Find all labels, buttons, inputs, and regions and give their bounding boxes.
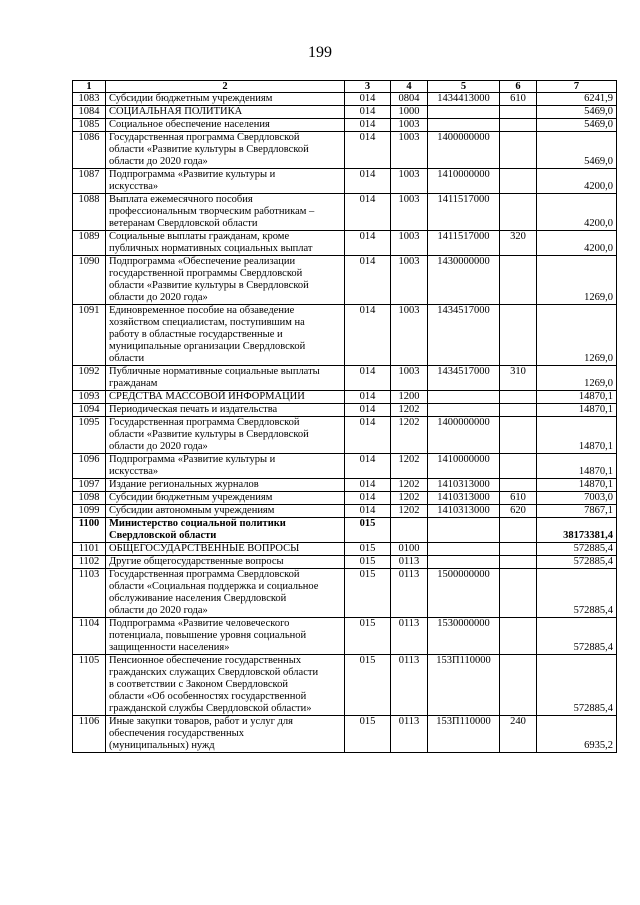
row-number-cell: 1103 — [73, 569, 106, 618]
section-code-cell: 1003 — [391, 256, 428, 305]
section-code-cell: 0113 — [391, 569, 428, 618]
amount-cell: 4200,0 — [537, 231, 617, 256]
expense-type-cell: 310 — [500, 366, 537, 391]
section-code-cell: 1003 — [391, 132, 428, 169]
target-article-cell: 1434517000 — [428, 366, 500, 391]
ministry-code-cell: 014 — [345, 391, 391, 404]
ministry-code-cell: 014 — [345, 194, 391, 231]
amount-cell: 14870,1 — [537, 391, 617, 404]
budget-table — [72, 80, 617, 753]
ministry-code-cell: 015 — [345, 556, 391, 569]
amount-cell: 5469,0 — [537, 106, 617, 119]
row-number-cell: 1094 — [73, 404, 106, 417]
amount-cell: 5469,0 — [537, 119, 617, 132]
target-article-cell: 1400000000 — [428, 417, 500, 454]
target-article-cell: 153П110000 — [428, 716, 500, 753]
section-code-cell: 0113 — [391, 556, 428, 569]
amount-cell: 572885,4 — [537, 569, 617, 618]
table-row — [73, 518, 617, 543]
row-number-cell: 1101 — [73, 543, 106, 556]
ministry-code-cell: 014 — [345, 417, 391, 454]
row-number-cell: 1088 — [73, 194, 106, 231]
target-article-cell: 1430000000 — [428, 256, 500, 305]
target-article-cell: 1400000000 — [428, 132, 500, 169]
target-article-cell — [428, 556, 500, 569]
item-name-cell: Подпрограмма «Обеспечение реализации государственной программы Свердловской области «Развитие культуры в Свердловской области до 2020 года» — [106, 256, 345, 305]
section-code-cell — [391, 518, 428, 543]
target-article-cell: 1410313000 — [428, 492, 500, 505]
item-name-cell: Подпрограмма «Развитие человеческого потенциала, повышение уровня социальной защищенности населения» — [106, 618, 345, 655]
ministry-code-cell: 015 — [345, 569, 391, 618]
ministry-code-cell: 015 — [345, 618, 391, 655]
section-code-cell: 0113 — [391, 655, 428, 716]
expense-type-cell — [500, 618, 537, 655]
section-code-cell: 1202 — [391, 492, 428, 505]
column-header: 5 — [428, 81, 500, 93]
amount-cell: 4200,0 — [537, 169, 617, 194]
table-row — [73, 716, 617, 753]
row-number-cell: 1086 — [73, 132, 106, 169]
section-code-cell: 1202 — [391, 417, 428, 454]
item-name-cell: Выплата ежемесячного пособия профессиональным творческим работникам – ветеранам Свердловской области — [106, 194, 345, 231]
item-name-cell: Периодическая печать и издательства — [106, 404, 345, 417]
amount-cell: 6241,9 — [537, 93, 617, 106]
row-number-cell: 1087 — [73, 169, 106, 194]
amount-cell: 1269,0 — [537, 256, 617, 305]
column-header: 6 — [500, 81, 537, 93]
amount-cell: 38173381,4 — [537, 518, 617, 543]
expense-type-cell — [500, 305, 537, 366]
item-name-cell: Единовременное пособие на обзаведение хозяйством специалистам, поступившим на работу в областные государственные и муниципальные организации Свердловской области — [106, 305, 345, 366]
section-code-cell: 1003 — [391, 169, 428, 194]
ministry-code-cell: 014 — [345, 454, 391, 479]
item-name-cell: Государственная программа Свердловской области «Социальная поддержка и социальное обслуживание населения Свердловской области до 2020 года» — [106, 569, 345, 618]
table-row — [73, 391, 617, 404]
ministry-code-cell: 014 — [345, 492, 391, 505]
ministry-code-cell: 014 — [345, 231, 391, 256]
item-name-cell: СРЕДСТВА МАССОВОЙ ИНФОРМАЦИИ — [106, 391, 345, 404]
expense-type-cell: 320 — [500, 231, 537, 256]
ministry-code-cell: 014 — [345, 106, 391, 119]
expense-type-cell — [500, 655, 537, 716]
ministry-code-cell: 015 — [345, 716, 391, 753]
row-number-cell: 1093 — [73, 391, 106, 404]
item-name-cell: Издание региональных журналов — [106, 479, 345, 492]
row-number-cell: 1105 — [73, 655, 106, 716]
table-body — [73, 93, 617, 753]
column-header: 4 — [391, 81, 428, 93]
amount-cell: 14870,1 — [537, 417, 617, 454]
section-code-cell: 1003 — [391, 366, 428, 391]
ministry-code-cell: 015 — [345, 655, 391, 716]
ministry-code-cell: 014 — [345, 119, 391, 132]
row-number-cell: 1095 — [73, 417, 106, 454]
expense-type-cell — [500, 169, 537, 194]
section-code-cell: 1003 — [391, 194, 428, 231]
expense-type-cell — [500, 391, 537, 404]
section-code-cell: 1003 — [391, 305, 428, 366]
target-article-cell: 1410313000 — [428, 479, 500, 492]
expense-type-cell — [500, 132, 537, 169]
row-number-cell: 1097 — [73, 479, 106, 492]
ministry-code-cell: 014 — [345, 93, 391, 106]
expense-type-cell — [500, 119, 537, 132]
item-name-cell: Субсидии бюджетным учреждениям — [106, 93, 345, 106]
table-row — [73, 417, 617, 454]
section-code-cell: 1003 — [391, 231, 428, 256]
amount-cell: 14870,1 — [537, 404, 617, 417]
section-code-cell: 1202 — [391, 479, 428, 492]
item-name-cell: Государственная программа Свердловской области «Развитие культуры в Свердловской области до 2020 года» — [106, 417, 345, 454]
table-row — [73, 132, 617, 169]
expense-type-cell — [500, 256, 537, 305]
row-number-cell: 1085 — [73, 119, 106, 132]
item-name-cell: Социальные выплаты гражданам, кроме публичных нормативных социальных выплат — [106, 231, 345, 256]
amount-cell: 572885,4 — [537, 556, 617, 569]
table-row — [73, 569, 617, 618]
expense-type-cell — [500, 106, 537, 119]
table-row — [73, 119, 617, 132]
target-article-cell: 1411517000 — [428, 194, 500, 231]
column-header: 2 — [106, 81, 345, 93]
amount-cell: 4200,0 — [537, 194, 617, 231]
table-row — [73, 556, 617, 569]
row-number-cell: 1091 — [73, 305, 106, 366]
column-header: 3 — [345, 81, 391, 93]
section-code-cell: 1000 — [391, 106, 428, 119]
row-number-cell: 1096 — [73, 454, 106, 479]
section-code-cell: 1202 — [391, 505, 428, 518]
column-header: 1 — [73, 81, 106, 93]
amount-cell: 14870,1 — [537, 454, 617, 479]
expense-type-cell — [500, 569, 537, 618]
table-row — [73, 505, 617, 518]
amount-cell: 572885,4 — [537, 543, 617, 556]
section-code-cell: 0100 — [391, 543, 428, 556]
item-name-cell: Подпрограмма «Развитие культуры и искусства» — [106, 454, 345, 479]
amount-cell: 14870,1 — [537, 479, 617, 492]
target-article-cell: 1410000000 — [428, 454, 500, 479]
item-name-cell: Другие общегосударственные вопросы — [106, 556, 345, 569]
ministry-code-cell: 014 — [345, 256, 391, 305]
target-article-cell — [428, 391, 500, 404]
expense-type-cell: 610 — [500, 492, 537, 505]
table-row — [73, 305, 617, 366]
table-row — [73, 618, 617, 655]
amount-cell: 572885,4 — [537, 618, 617, 655]
target-article-cell — [428, 518, 500, 543]
row-number-cell: 1092 — [73, 366, 106, 391]
ministry-code-cell: 014 — [345, 479, 391, 492]
row-number-cell: 1083 — [73, 93, 106, 106]
table-row — [73, 106, 617, 119]
target-article-cell: 1434413000 — [428, 93, 500, 106]
row-number-cell: 1102 — [73, 556, 106, 569]
header-row — [73, 81, 617, 93]
expense-type-cell — [500, 194, 537, 231]
row-number-cell: 1090 — [73, 256, 106, 305]
row-number-cell: 1098 — [73, 492, 106, 505]
page-number: 199 — [308, 44, 332, 61]
section-code-cell: 1200 — [391, 391, 428, 404]
expense-type-cell — [500, 518, 537, 543]
amount-cell: 1269,0 — [537, 305, 617, 366]
ministry-code-cell: 014 — [345, 305, 391, 366]
ministry-code-cell: 014 — [345, 366, 391, 391]
expense-type-cell: 240 — [500, 716, 537, 753]
item-name-cell: Иные закупки товаров, работ и услуг для обеспечения государственных (муниципальных) нужд — [106, 716, 345, 753]
table-row — [73, 169, 617, 194]
item-name-cell: Министерство социальной политики Свердловской области — [106, 518, 345, 543]
row-number-cell: 1089 — [73, 231, 106, 256]
target-article-cell — [428, 106, 500, 119]
table-row — [73, 404, 617, 417]
ministry-code-cell: 014 — [345, 505, 391, 518]
expense-type-cell — [500, 404, 537, 417]
target-article-cell: 1530000000 — [428, 618, 500, 655]
table-row — [73, 655, 617, 716]
item-name-cell: Подпрограмма «Развитие культуры и искусства» — [106, 169, 345, 194]
table-row — [73, 454, 617, 479]
row-number-cell: 1100 — [73, 518, 106, 543]
item-name-cell: СОЦИАЛЬНАЯ ПОЛИТИКА — [106, 106, 345, 119]
expense-type-cell — [500, 417, 537, 454]
target-article-cell — [428, 543, 500, 556]
expense-type-cell: 610 — [500, 93, 537, 106]
target-article-cell: 1434517000 — [428, 305, 500, 366]
target-article-cell: 153П110000 — [428, 655, 500, 716]
column-header: 7 — [537, 81, 617, 93]
amount-cell: 1269,0 — [537, 366, 617, 391]
section-code-cell: 1202 — [391, 454, 428, 479]
target-article-cell — [428, 119, 500, 132]
item-name-cell: Субсидии бюджетным учреждениям — [106, 492, 345, 505]
section-code-cell: 1202 — [391, 404, 428, 417]
amount-cell: 7867,1 — [537, 505, 617, 518]
row-number-cell: 1084 — [73, 106, 106, 119]
section-code-cell: 0113 — [391, 618, 428, 655]
table-row — [73, 231, 617, 256]
table-row — [73, 543, 617, 556]
amount-cell: 6935,2 — [537, 716, 617, 753]
ministry-code-cell: 014 — [345, 169, 391, 194]
item-name-cell: Субсидии автономным учреждениям — [106, 505, 345, 518]
table-row — [73, 366, 617, 391]
expense-type-cell — [500, 454, 537, 479]
section-code-cell: 0804 — [391, 93, 428, 106]
amount-cell: 7003,0 — [537, 492, 617, 505]
expense-type-cell — [500, 556, 537, 569]
table-row — [73, 194, 617, 231]
target-article-cell — [428, 404, 500, 417]
ministry-code-cell: 014 — [345, 404, 391, 417]
table-row — [73, 492, 617, 505]
item-name-cell: Социальное обеспечение населения — [106, 119, 345, 132]
item-name-cell: Публичные нормативные социальные выплаты гражданам — [106, 366, 345, 391]
row-number-cell: 1106 — [73, 716, 106, 753]
target-article-cell: 1410313000 — [428, 505, 500, 518]
table-row — [73, 479, 617, 492]
expense-type-cell — [500, 543, 537, 556]
amount-cell: 572885,4 — [537, 655, 617, 716]
target-article-cell: 1500000000 — [428, 569, 500, 618]
table-row — [73, 93, 617, 106]
expense-type-cell: 620 — [500, 505, 537, 518]
row-number-cell: 1104 — [73, 618, 106, 655]
amount-cell: 5469,0 — [537, 132, 617, 169]
target-article-cell: 1410000000 — [428, 169, 500, 194]
row-number-cell: 1099 — [73, 505, 106, 518]
item-name-cell: Государственная программа Свердловской области «Развитие культуры в Свердловской области до 2020 года» — [106, 132, 345, 169]
ministry-code-cell: 014 — [345, 132, 391, 169]
table-row — [73, 256, 617, 305]
ministry-code-cell: 015 — [345, 518, 391, 543]
section-code-cell: 0113 — [391, 716, 428, 753]
section-code-cell: 1003 — [391, 119, 428, 132]
item-name-cell: ОБЩЕГОСУДАРСТВЕННЫЕ ВОПРОСЫ — [106, 543, 345, 556]
target-article-cell: 1411517000 — [428, 231, 500, 256]
ministry-code-cell: 015 — [345, 543, 391, 556]
item-name-cell: Пенсионное обеспечение государственных гражданских служащих Свердловской области в соответствии с Законом Свердловской области «Об особенностях государственной гражданской службы Свердловской области» — [106, 655, 345, 716]
expense-type-cell — [500, 479, 537, 492]
